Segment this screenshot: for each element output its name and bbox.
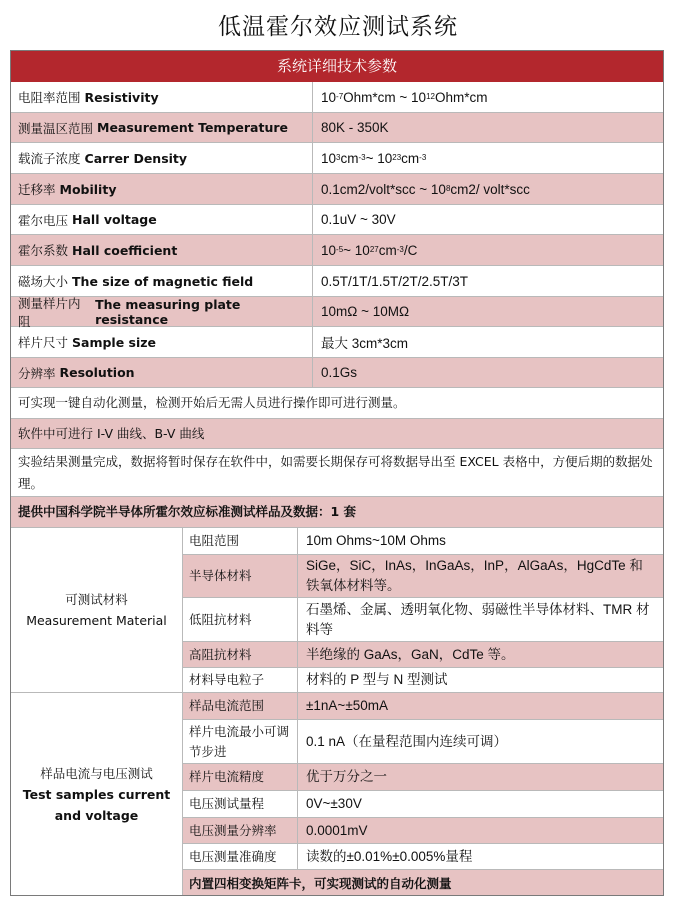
note-text: 软件中可进行 I-V 曲线、B-V 曲线 xyxy=(18,425,205,441)
materials-value: 半绝缘的 GaAs，GaN，CdTe 等。 xyxy=(306,646,515,662)
materials-key: 半导体材料 xyxy=(183,555,298,597)
materials-value: 石墨烯、金属、透明氧化物、弱磁性半导体材料、TMR 材料等 xyxy=(306,601,650,637)
spec-row-sample-size xyxy=(11,327,663,358)
spec-label-en: Sample size xyxy=(72,334,157,350)
spec-label-cn: 迁移率 xyxy=(18,182,56,197)
cv-value: 0V~±30V xyxy=(306,796,362,811)
spec-label-cn: 霍尔系数 xyxy=(18,243,69,258)
current-voltage-label-cn: 样品电流与电压测试 xyxy=(40,765,153,781)
current-voltage-group xyxy=(11,693,663,895)
spec-label-cn: 载流子浓度 xyxy=(18,151,81,166)
materials-key: 电阻范围 xyxy=(183,528,298,554)
spec-value: 10 3 cm -3 ~ 10 23 cm -3 xyxy=(321,150,427,166)
spec-label-en: Hall voltage xyxy=(72,212,157,227)
materials-row xyxy=(183,642,663,668)
materials-group xyxy=(11,528,663,693)
spec-label-cn: 样片尺寸 xyxy=(18,335,69,350)
spec-row-hall-coefficient xyxy=(11,235,663,266)
cv-key: 电压测试量程 xyxy=(183,791,298,817)
cv-key: 样片电流最小可调节步进 xyxy=(183,720,298,763)
spec-value: 10 -5 ~ 10 27 cm -3 /C xyxy=(321,242,418,258)
spec-label-en: Carrer Density xyxy=(84,150,188,166)
spec-row-carrier-density xyxy=(11,143,663,174)
materials-label-cn: 可测试材料 xyxy=(65,592,128,607)
table-header: 系统详细技术参数 xyxy=(11,51,663,82)
current-voltage-label-en: Test samples current and voltage xyxy=(22,786,171,823)
spec-row-magnetic-field xyxy=(11,266,663,297)
materials-row xyxy=(183,668,663,693)
cv-row xyxy=(183,720,663,764)
spec-row-plate-resistance xyxy=(11,297,663,327)
spec-label-cn: 磁场大小 xyxy=(18,274,69,289)
cv-value: 0.0001mV xyxy=(306,822,368,838)
spec-row-resistivity xyxy=(11,82,663,113)
spec-label-en: The measuring plate resistance xyxy=(95,296,241,327)
note-samples xyxy=(11,497,663,528)
cv-key: 样品电流范围 xyxy=(183,693,298,719)
page-title: 低温霍尔效应测试系统 xyxy=(218,14,458,40)
cv-footer-text: 内置四相变换矩阵卡，可实现测试的自动化测量 xyxy=(189,875,452,891)
materials-label-en: Measurement Material xyxy=(26,613,167,628)
spec-value: 10 -7 Ohm*cm ~ 10 12 Ohm*cm xyxy=(321,89,488,105)
cv-value: 优于万分之一 xyxy=(306,769,387,784)
cv-value: ±1nA~±50mA xyxy=(306,698,388,713)
spec-label-en: Hall coefficient xyxy=(72,242,178,258)
spec-value: 最大 3cm*3cm xyxy=(321,336,409,351)
spec-row-resolution xyxy=(11,358,663,388)
spec-value: 0.5T/1T/1.5T/2T/2.5T/3T xyxy=(321,273,469,289)
spec-label-cn: 分辨率 xyxy=(18,365,56,381)
cv-row xyxy=(183,818,663,844)
cv-row xyxy=(183,693,663,720)
spec-label-cn: 霍尔电压 xyxy=(18,212,69,228)
materials-key: 高阻抗材料 xyxy=(183,642,298,667)
spec-label-en: Measurement Temperature xyxy=(97,120,288,135)
cv-key: 样片电流精度 xyxy=(183,764,298,790)
cv-footer-row xyxy=(183,870,663,895)
note-text xyxy=(11,449,663,496)
materials-row xyxy=(183,528,663,555)
spec-label-cn: 测量样片内阻 xyxy=(18,295,81,329)
spec-label-en: Resistivity xyxy=(84,89,159,105)
cv-row xyxy=(183,844,663,870)
note-export-text: 实验结果测量完成，数据将暂时保存在软件中，如需要长期保存可将数据导出至 EXCEL 表格中，方便后期的数据处理。 xyxy=(18,453,653,491)
spec-row-mobility xyxy=(11,174,663,205)
note-text: 提供中国科学院半导体所霍尔效应标准测试样品及数据：1 套 xyxy=(18,504,357,519)
spec-label-en: Resolution xyxy=(59,365,135,380)
spec-row-hall-voltage xyxy=(11,205,663,235)
spec-value: 0.1cm2/volt*scc ~ 10 8 cm2/ volt*scc xyxy=(321,181,530,197)
cv-value: 0.1 nA（在量程范围内连续可调） xyxy=(306,733,508,749)
cv-key: 电压测量分辨率 xyxy=(183,818,298,843)
cv-row xyxy=(183,764,663,791)
current-voltage-label xyxy=(11,693,183,895)
note-export xyxy=(11,449,663,497)
materials-value: 材料的 P 型与 N 型测试 xyxy=(306,672,448,687)
cv-row xyxy=(183,791,663,818)
note-one-click xyxy=(11,388,663,419)
spec-label-cn: 测量温区范围 xyxy=(18,120,94,136)
materials-row xyxy=(183,598,663,642)
spec-value: 80K - 350K xyxy=(321,120,389,135)
materials-value: 10m Ohms~10M Ohms xyxy=(306,533,446,548)
cv-key: 电压测量准确度 xyxy=(183,844,298,869)
note-text: 可实现一键自动化测量，检测开始后无需人员进行操作即可进行测量。 xyxy=(18,395,406,410)
materials-label xyxy=(11,528,183,693)
materials-row xyxy=(183,555,663,598)
spec-label-en: Mobility xyxy=(59,181,117,197)
materials-key: 低阻抗材料 xyxy=(183,598,298,641)
spec-label-cn: 电阻率范围 xyxy=(18,90,81,105)
materials-key: 材料导电粒子 xyxy=(183,668,298,692)
note-iv-bv xyxy=(11,419,663,449)
spec-value: 0.1Gs xyxy=(321,365,358,380)
cv-value: 读数的±0.01%±0.005%量程 xyxy=(306,848,473,864)
spec-value: 10mΩ ~ 10MΩ xyxy=(321,304,410,319)
spec-row-temperature xyxy=(11,113,663,143)
spec-value: 0.1uV ~ 30V xyxy=(321,212,396,227)
materials-value: SiGe，SiC，InAs，InGaAs，InP，AlGaAs，HgCdTe 和铁氧体材料等。 xyxy=(306,558,643,593)
spec-label-en: The size of magnetic field xyxy=(72,273,254,289)
